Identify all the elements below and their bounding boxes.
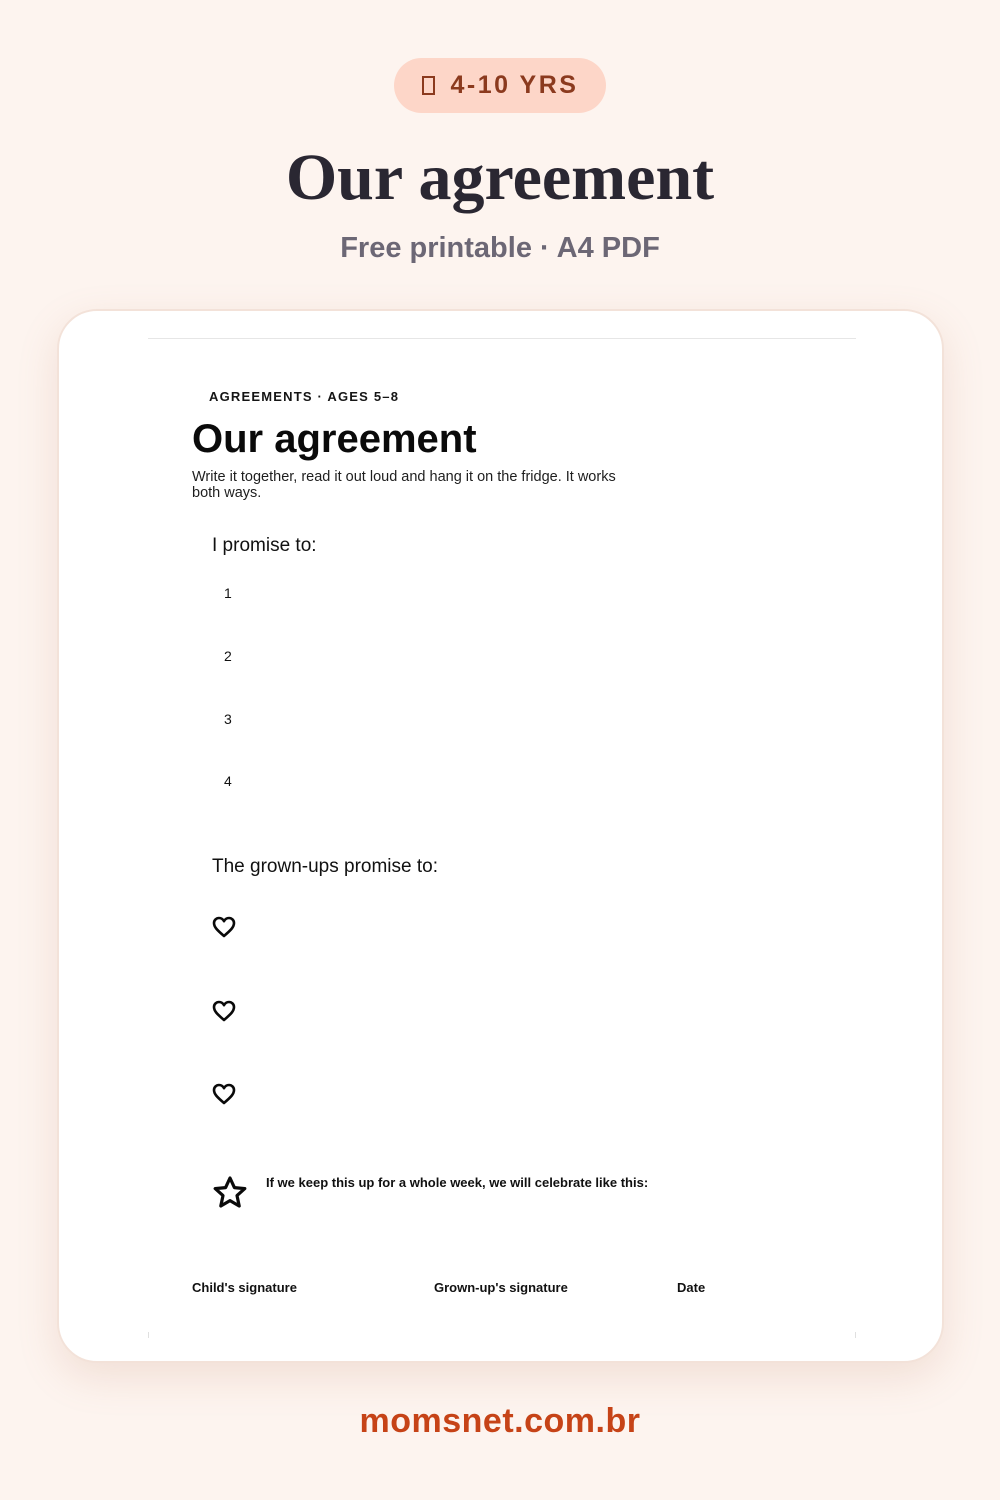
preview-card <box>57 309 944 1363</box>
heart-icon <box>212 1000 236 1022</box>
child-promise-heading: I promise to: <box>212 535 317 556</box>
page-title: Our agreement <box>285 141 715 214</box>
page-subtitle: Free printable · A4 PDF <box>340 232 660 264</box>
promise-number-1: 1 <box>224 585 232 601</box>
grownup-signature-label: Grown-up's signature <box>434 1280 568 1295</box>
promise-number-2: 2 <box>224 648 232 664</box>
age-badge <box>394 58 606 113</box>
promise-number-4: 4 <box>224 773 232 789</box>
date-label: Date <box>677 1280 706 1295</box>
heart-icon <box>212 1083 236 1105</box>
promise-number-3: 3 <box>224 711 232 727</box>
age-badge-label: 4-10 YRS <box>450 71 579 99</box>
sheet-eyebrow: AGREEMENTS · AGES 5–8 <box>209 389 400 404</box>
star-icon <box>212 1175 248 1211</box>
printable-sheet <box>148 338 856 1338</box>
child-signature-label: Child's signature <box>192 1280 297 1295</box>
site-footer-link[interactable]: momsnet.com.br <box>359 1402 641 1440</box>
sheet-description: Write it together, read it out loud and hang it on the fridge. It works both ways. <box>192 469 616 501</box>
sheet-title: Our agreement <box>192 417 477 461</box>
celebration-prompt: If we keep this up for a whole week, we will celebrate like this: <box>266 1175 649 1190</box>
grownup-promise-heading: The grown-ups promise to: <box>212 856 438 877</box>
box-glyph-icon <box>422 76 435 95</box>
heart-icon <box>212 916 236 938</box>
